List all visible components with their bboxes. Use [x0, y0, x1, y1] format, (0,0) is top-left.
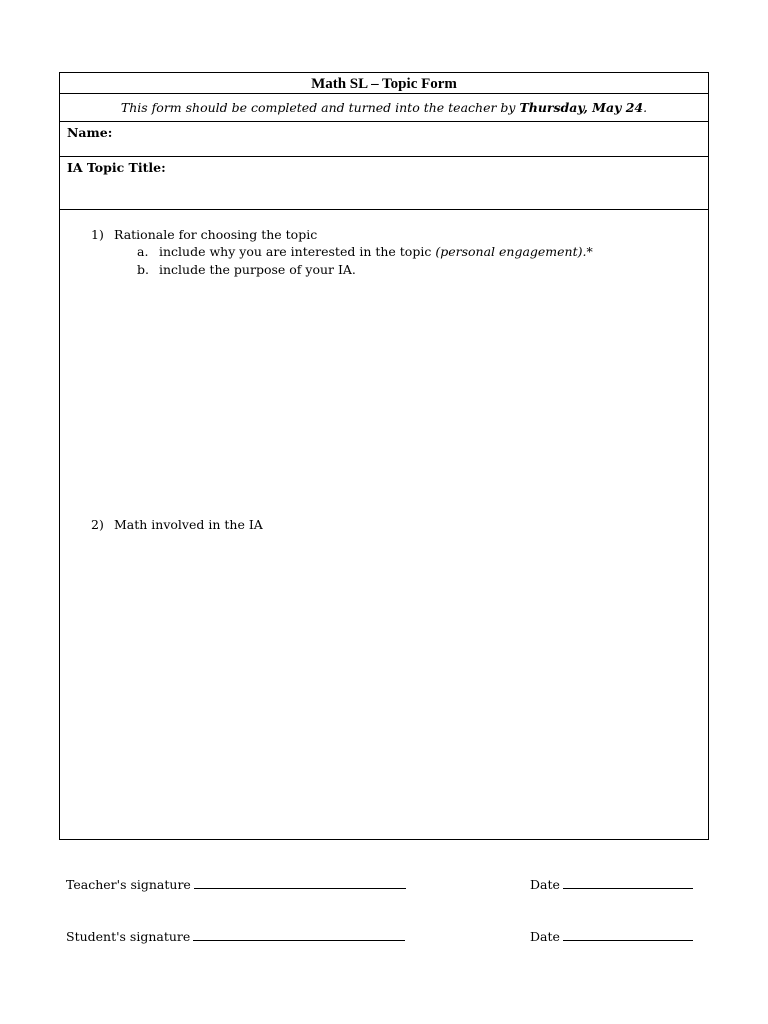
- question-1: [91, 227, 317, 242]
- subitem-letter: a.: [137, 244, 149, 259]
- instructions-row: [60, 94, 708, 122]
- subitem-text: include the purpose of your IA.: [159, 262, 356, 277]
- student-signature-label: Student's signature: [66, 929, 191, 944]
- question-text: Math involved in the IA: [114, 517, 263, 532]
- form-title: Math SL – Topic Form: [311, 76, 457, 92]
- student-date-line[interactable]: [563, 928, 693, 941]
- subitem-letter: b.: [137, 262, 149, 277]
- teacher-date-line[interactable]: [563, 876, 693, 889]
- teacher-signature-line[interactable]: [194, 876, 406, 889]
- instructions-text: This form should be completed and turned into the teacher by: [120, 100, 520, 115]
- student-date: [530, 928, 693, 944]
- subitem-b: [137, 262, 356, 277]
- question-2: [91, 517, 263, 532]
- instructions-end: .: [643, 100, 648, 115]
- topic-title-label: IA Topic Title:: [67, 160, 166, 175]
- student-date-label: Date: [530, 929, 560, 944]
- teacher-date: [530, 876, 693, 892]
- teacher-signature: [66, 876, 406, 892]
- student-signature: [66, 928, 405, 944]
- teacher-date-label: Date: [530, 877, 560, 892]
- topic-form: [59, 72, 709, 840]
- question-text: Rationale for choosing the topic: [114, 227, 318, 242]
- question-number: 1): [91, 227, 104, 242]
- name-field[interactable]: [60, 122, 708, 157]
- topic-title-field[interactable]: [60, 157, 708, 210]
- subitem-note: (personal engagement).*: [435, 244, 593, 259]
- student-signature-line[interactable]: [193, 928, 405, 941]
- due-date: Thursday, May 24: [519, 100, 644, 115]
- subitem-text: include why you are interested in the topic: [159, 244, 432, 259]
- instructions: [121, 100, 647, 115]
- teacher-signature-label: Teacher's signature: [66, 877, 191, 892]
- subitem-a: [137, 244, 593, 259]
- name-label: Name:: [67, 125, 113, 140]
- form-title-row: [60, 73, 708, 94]
- question-number: 2): [91, 517, 104, 532]
